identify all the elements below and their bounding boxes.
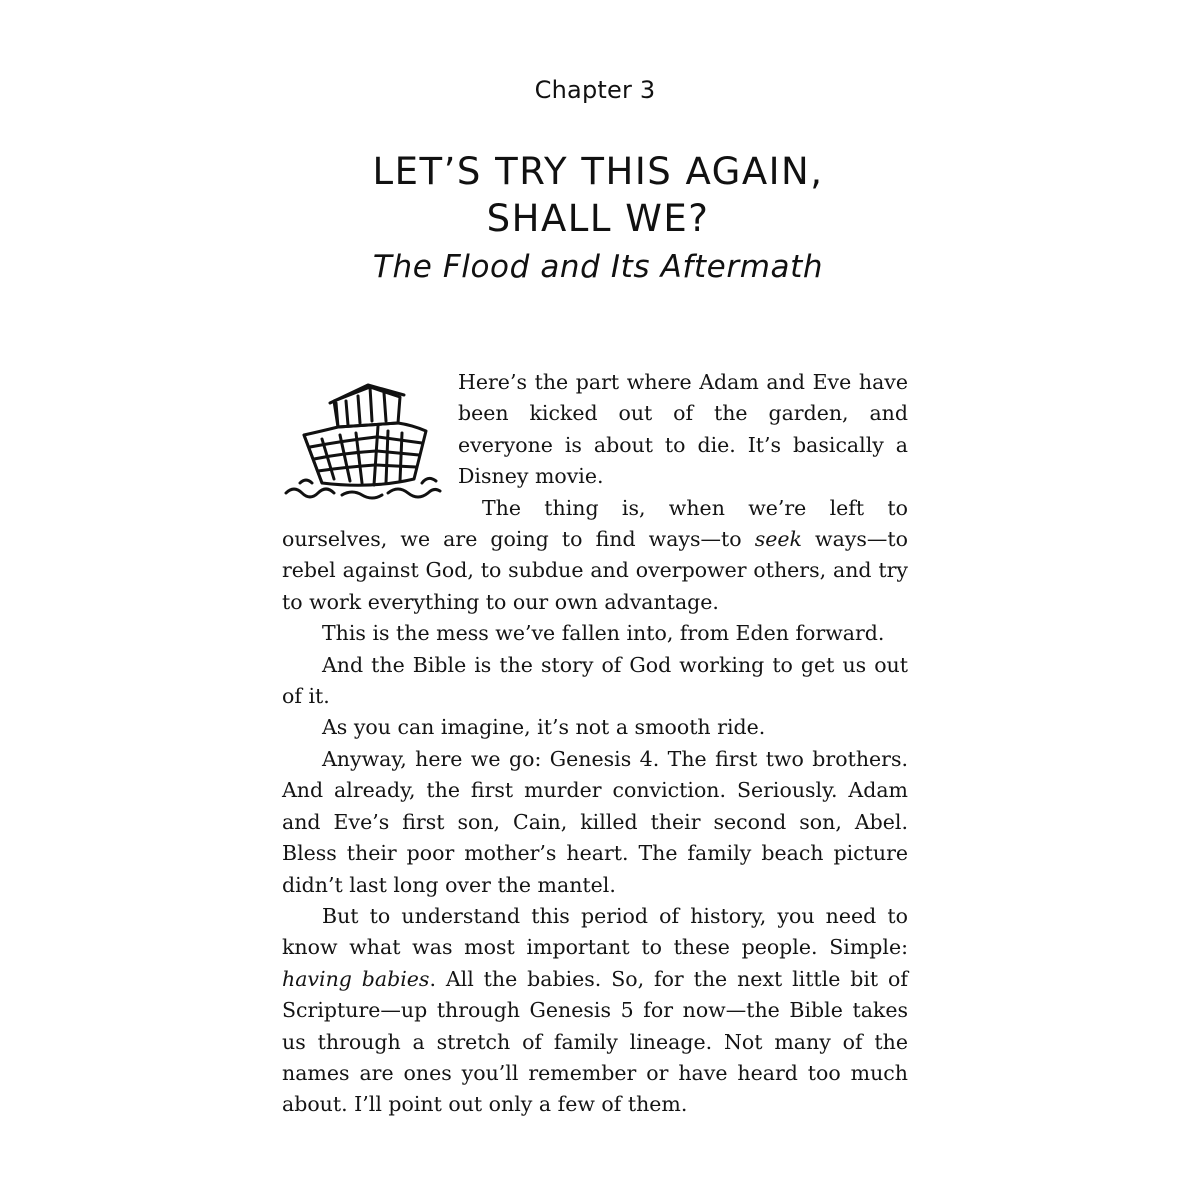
chapter-title-line-1: LET’S TRY THIS AGAIN, <box>372 150 824 193</box>
paragraph-2-before: The thing is, when we’re left to ourselves, we are going to find ways—to <box>282 495 908 552</box>
paragraph-6: Anyway, here we go: Genesis 4. The first two brothers. And already, the first murder conviction. Seriously. Adam and Eve’s first son, Cain, killed their second son, Abel. Bless their poor mother’s heart. The family beach picture didn’t last long over the mantel. <box>282 746 908 897</box>
paragraph-4: And the Bible is the story of God working to get us out of it. <box>282 652 908 709</box>
chapter-title <box>0 148 1196 242</box>
paragraph-1: Here’s the part where Adam and Eve have been kicked out of the garden, and everyone is about to die. It’s basically a Disney movie. <box>458 370 908 489</box>
paragraph-7-after: . All the babies. So, for the next little bit of Scripture—up through Genesis 5 for now—the Bible takes us through a stretch of family lineage. Not many of the names are ones you’ll remember or have heard too much about. I’ll point out only a few of them. <box>282 966 908 1117</box>
chapter-number: Chapter 3 <box>534 76 656 104</box>
ark-icon <box>282 371 444 507</box>
paragraph-5: As you can imagine, it’s not a smooth ride. <box>322 715 766 740</box>
chapter-subtitle: The Flood and Its Aftermath <box>372 249 824 285</box>
paragraph-7-before: But to understand this period of history, you need to know what was most important to these people. Simple: <box>282 903 908 960</box>
paragraph-3: This is the mess we’ve fallen into, from Eden forward. <box>322 621 885 646</box>
chapter-title-line-2: SHALL WE? <box>486 197 710 240</box>
paragraph-7 <box>282 901 908 1121</box>
paragraph-2-after: ways—to rebel against God, to subdue and overpower others, and try to work everything to our own advantage. <box>282 527 908 614</box>
body-text <box>282 367 908 1121</box>
paragraph-7-emphasis: having babies <box>282 966 430 991</box>
paragraph-2 <box>282 493 908 619</box>
paragraph-2-emphasis: seek <box>754 527 802 552</box>
